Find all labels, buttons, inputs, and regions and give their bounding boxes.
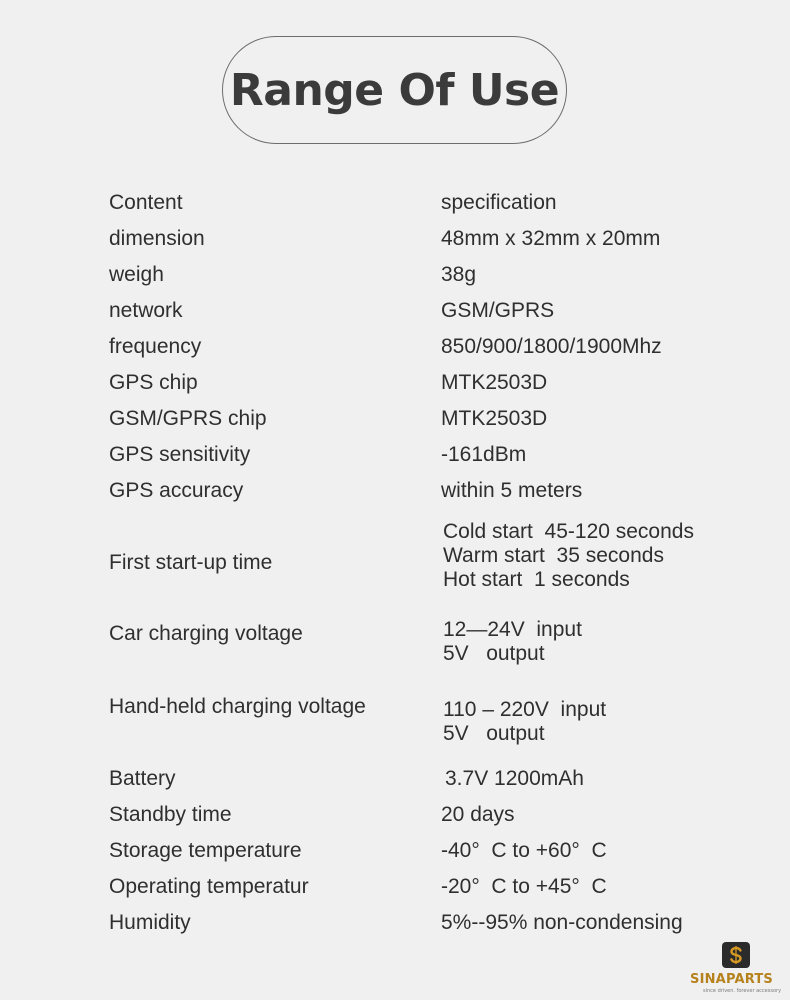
spec-value	[441, 479, 582, 503]
spec-label: GSM/GPRS chip	[109, 407, 267, 430]
spec-value	[441, 875, 607, 899]
spec-value-line: 850/900/1800/1900Mhz	[441, 335, 662, 358]
spec-label: dimension	[109, 227, 205, 250]
spec-value	[441, 263, 476, 287]
brand-name: SINAPARTS	[690, 972, 773, 987]
spec-label: Standby time	[109, 803, 232, 826]
spec-value	[441, 299, 554, 323]
spec-value-line: 5%--95% non-condensing	[441, 911, 683, 934]
spec-label: Operating temperatur	[109, 875, 309, 898]
spec-label: First start-up time	[109, 551, 273, 574]
spec-value-line: 38g	[441, 263, 477, 286]
spec-value	[441, 371, 547, 395]
page-title: Range Of Use	[229, 64, 560, 116]
spec-value	[443, 698, 606, 746]
spec-value-line: 3.7V 1200mAh	[445, 767, 584, 790]
spec-label: Battery	[109, 767, 176, 790]
spec-value-line: Cold start 45-120 seconds	[443, 520, 694, 543]
spec-value-line: 20 days	[441, 803, 515, 826]
brand-tagline: since driven. forever accessory	[703, 988, 782, 994]
spec-value	[443, 520, 694, 592]
spec-value-line: Warm start 35 seconds	[443, 544, 664, 567]
spec-label: frequency	[109, 335, 202, 358]
spec-value-line: 48mm x 32mm x 20mm	[441, 227, 661, 250]
spec-value	[441, 839, 607, 863]
spec-value-line: 5V output	[443, 642, 545, 665]
spec-value-line: -20° C to +45° C	[441, 875, 607, 898]
spec-label: Content	[109, 191, 183, 214]
spec-label: GPS chip	[109, 371, 198, 394]
spec-value-line: 12—24V input	[443, 618, 582, 641]
spec-value	[443, 618, 582, 666]
spec-value	[441, 227, 660, 251]
spec-label: GPS sensitivity	[109, 443, 251, 466]
s-logo-icon	[722, 942, 750, 968]
spec-value-line: -161dBm	[441, 443, 527, 466]
spec-value	[441, 335, 662, 359]
spec-value-line: MTK2503D	[441, 371, 548, 394]
spec-label: weigh	[109, 263, 164, 286]
spec-label: Humidity	[109, 911, 191, 934]
spec-value-line: MTK2503D	[441, 407, 548, 430]
spec-value-line: specification	[441, 191, 557, 214]
spec-label: GPS accuracy	[109, 479, 244, 502]
brand-logo	[690, 940, 782, 996]
spec-label: Car charging voltage	[109, 622, 303, 645]
spec-value-line: 110 – 220V input	[443, 698, 607, 721]
spec-value-line: Hot start 1 seconds	[443, 568, 630, 591]
spec-value	[441, 911, 683, 935]
spec-value-line: GSM/GPRS	[441, 299, 555, 322]
spec-value	[441, 443, 526, 467]
spec-label: Storage temperature	[109, 839, 302, 862]
spec-value	[441, 407, 547, 431]
spec-value-line: within 5 meters	[441, 479, 583, 502]
spec-value	[441, 803, 515, 827]
spec-value	[445, 767, 584, 791]
spec-value-line: -40° C to +60° C	[441, 839, 607, 862]
spec-value	[441, 191, 557, 215]
spec-label: Hand-held charging voltage	[109, 695, 366, 718]
spec-value-line: 5V output	[443, 722, 545, 745]
spec-label: network	[109, 299, 183, 322]
